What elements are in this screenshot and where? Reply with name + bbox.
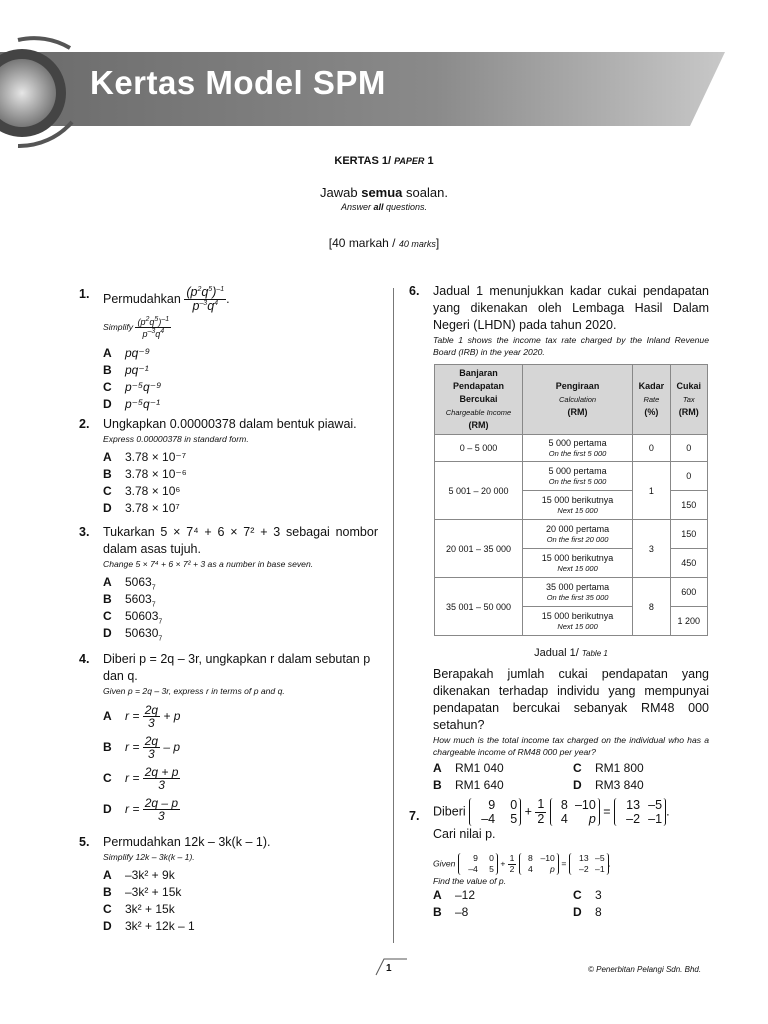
option-d: D 3.78 × 10⁷ [103,501,180,515]
tax-rate-table [434,364,708,636]
option-a: A –3k² + 9k [103,868,175,882]
matrix-3: 13 –5 –2 –1 [614,798,666,826]
option-a: A r = $\frac{2q}{3}$ + p [103,702,181,731]
option-d: D $50630_7$ [103,626,163,643]
option-b: B –8 [433,905,469,919]
option-a: A 3.78 × 10⁻⁷ [103,450,187,464]
option-d: D 8 [573,905,602,919]
table-row: 15 000 berikutnya Next 15 000 1 200 [435,607,708,636]
question-6: 6. Jadual 1 menunjukkan kadar cukai pendapatan yang dikenakan oleh Lembaga Hasil Dalam Negeri (LHDN) pada tahun 2020. Table 1 shows the income tax rate charged by the Inland Revenue Board (IRB) in the year 2020. [409,284,709,357]
option-b: B –3k² + 15k [103,885,182,899]
option-b: B pq⁻¹ [103,363,149,378]
publisher-credit: © Penerbitan Pelangi Sdn. Bhd. [588,965,702,974]
option-b: B RM1 640 [433,778,504,792]
option-b: B r = $\frac{2q}{3}$ – p [103,733,181,762]
table-row: 0 – 5 000 5 000 pertama On the first 5 000 0 0 [435,435,708,462]
option-c: C r = $\frac{2q + p}{3}$ [103,764,179,793]
option-c: C p⁻⁵q⁻⁹ [103,380,162,395]
option-a: A pq⁻⁹ [103,346,151,361]
question-3: 3. Tukarkan 5 × 7⁴ + 6 × 7² + 3 sebagai nombor dalam asas tujuh. Change 5 × 7⁴ + 6 × 7² + 3 as a number in base seven. A $5063_7$ B $5603_7$ C $50603_7$ D $50630_7$ [79,525,378,643]
marks-label: [40 markah / 40 marks] [328,236,440,250]
option-c: C 3k² + 15k [103,902,175,916]
table-row: 20 001 – 35 000 20 000 pertama On the first 20 000 3 150 [435,520,708,549]
paper-label: KERTAS 1/ PAPER 1 [334,155,434,167]
table-row: 35 001 – 50 000 35 000 pertama On the first 35 000 8 600 [435,578,708,607]
col-header-calculation: Pengiraan Calculation (RM) [522,365,632,435]
option-d: D 3k² + 12k – 1 [103,919,195,933]
page-number: 1 [386,963,392,974]
question-5: 5. Permudahkan 12k – 3k(k – 1). Simplify 12k – 3k(k – 1). A –3k² + 9k B –3k² + 15k C 3k² + 15k D 3k² + 12k – 1 [103,834,378,935]
question-2: 2. Ungkapkan 0.00000378 dalam bentuk piawai. Express 0.00000378 in standard form. A 3.78 × 10⁻⁷ B 3.78 × 10⁻⁶ C 3.78 × 10⁶ D 3.78 × 10⁷ [103,416,378,517]
col-header-income: Banjaran Pendapatan Bercukai Chargeable Income (RM) [435,365,523,435]
option-c: C 3 [573,888,602,902]
option-c: C $50603_7$ [103,609,163,626]
table-row: 15 000 berikutnya Next 15 000 150 [435,491,708,520]
option-c: C 3.78 × 10⁶ [103,484,181,498]
column-divider [393,288,394,943]
option-d: D RM3 840 [573,778,644,792]
question-7: 7. Diberi 9 0 –4 5 + $\frac{1}{2}$ 8 –10 4 p = 13 –5 –2 –1. Cari nilai p. Given 9 0 –4 5 + $\frac{1}{2}$ 8 –10 4 p = 13 –5 –2 –1. Find the value of p. A –12 C 3 B –8 D 8 [433,798,709,921]
table-caption: Jadual 1/ Table 1 [534,647,608,659]
page-title: Kertas Model SPM [90,64,386,101]
option-d: D r = $\frac{2q - p}{3}$ [103,795,179,824]
col-header-tax: Cukai Tax (RM) [670,365,707,435]
question-6-prompt: Berapakah jumlah cukai pendapatan yang dikenakan terhadap individu yang mempunyai pendapatan bercukai sebanyak RM48 000 setahun? How much is the total income tax charged on the individual who has a chargeable income of RM48 000 per year? A RM1 040 C RM1 800 B RM1 640 D RM3 840 [433,667,709,792]
question-4: 4. Diberi p = 2q – 3r, ungkapkan r dalam sebutan p dan q. Given p = 2q – 3r, express r in terms of p and q. A r = $\frac{2q}{3}$ + p B r = $\frac{2q}{3}$ – p C r = $\frac{2q + p}{3}$ D r = $\frac{2q - p}{3}$ [103,651,378,825]
instruction-ms: Jawab semua soalan. [320,185,448,200]
col-header-rate: Kadar Rate (%) [633,365,670,435]
matrix-2: 8 –10 4 p [550,798,600,826]
table-row: 5 001 – 20 000 5 000 pertama On the first 5 000 1 0 [435,462,708,491]
option-a: A –12 [433,888,476,902]
option-b: B $5603_7$ [103,592,156,609]
option-a: A $5063_7$ [103,575,156,592]
option-c: C RM1 800 [573,761,644,775]
option-a: A RM1 040 [433,761,504,775]
option-d: D p⁻⁵q⁻¹ [103,397,161,412]
question-1: 1. Permudahkan $\frac{(p^2q^5)^{-1}}{p^{-3}q^4}$ . Simplify $\frac{(p^2q^5)^{-1}}{p^{-3}q^4}$ A pq⁻⁹ B pq⁻¹ C p⁻⁵q⁻⁹ D p⁻⁵q⁻¹ [103,286,373,413]
instruction-en: Answer all questions. [340,202,428,212]
option-b: B 3.78 × 10⁻⁶ [103,467,187,481]
table-row: 15 000 berikutnya Next 15 000 450 [435,549,708,578]
matrix-1: 9 0 –4 5 [469,798,521,826]
